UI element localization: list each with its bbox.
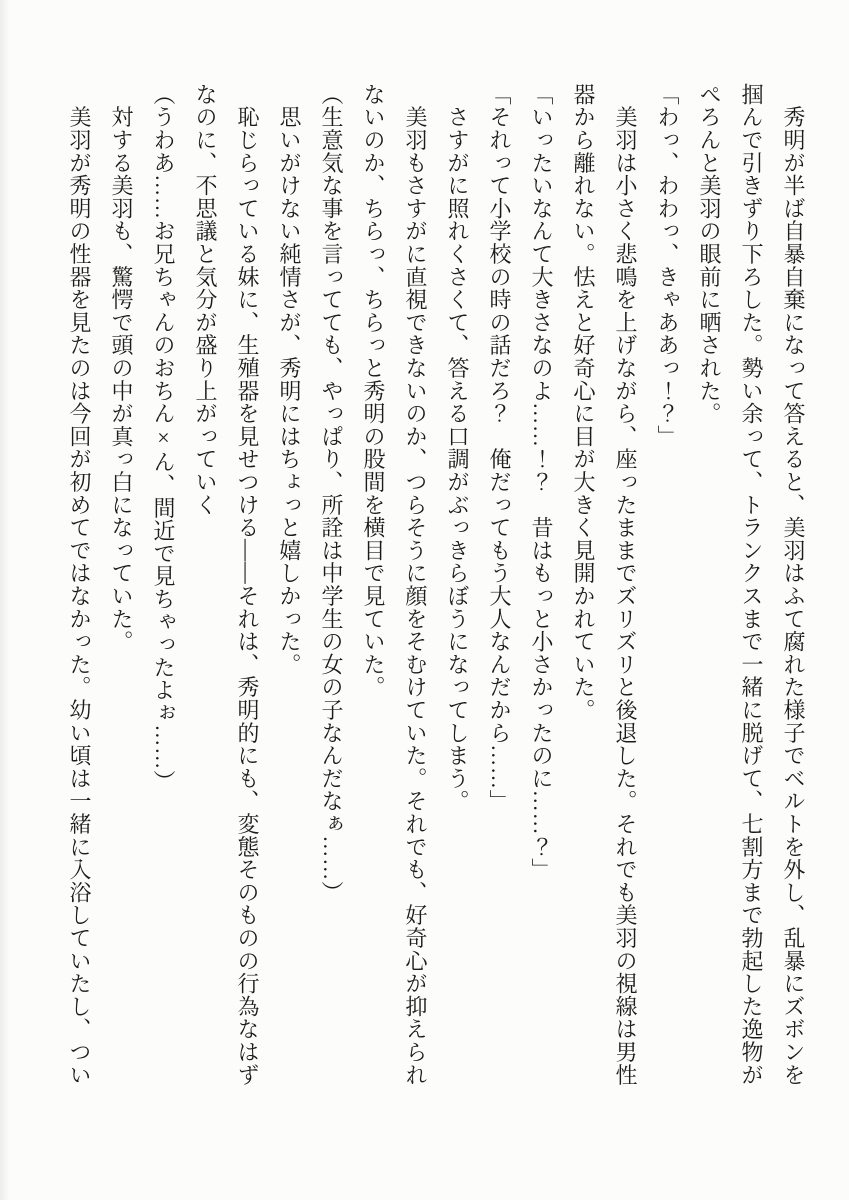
text-line: 秀明が半ば自暴自棄になって答えると、美羽はふて腐れた様子でベルトを外し、乱暴にズボンを bbox=[781, 83, 806, 1087]
text-line: 恥じらっている妹に、生殖器を見せつける――それは、秀明的にも、変態そのものの行為なはず bbox=[235, 83, 260, 1087]
scan-edge-shadow bbox=[0, 0, 10, 1200]
text-line: 対する美羽も、驚愕で頭の中が真っ白になっていた。 bbox=[109, 83, 134, 653]
text-line: 美羽は小さく悲鳴を上げながら、座ったままでズリズリと後退した。それでも美羽の視線は男性 bbox=[613, 83, 638, 1087]
text-line: 「わっ、わわっ、きゃああっ！？」 bbox=[655, 83, 680, 448]
text-line: 思いがけない純情さが、秀明にはちょっと嬉しかった。 bbox=[277, 83, 302, 676]
text-line: 美羽もさすがに直視できないのか、つらそうに顔をそむけていた。それでも、好奇心が抑えられ bbox=[403, 83, 428, 1087]
text-line: 「それって小学校の時の話だろ？ 俺だってもう大人なんだから……」 bbox=[487, 83, 512, 813]
text-line: 掴んで引きずり下ろした。勢い余って、トランクスまで一緒に脱げて、七割方まで勃起した逸物が bbox=[739, 83, 764, 1087]
text-line: さすがに照れくさくて、答える口調がぶっきらぼうになってしまう。 bbox=[445, 83, 470, 813]
text-line: 美羽が秀明の性器を見たのは今回が初めてではなかった。幼い頃は一緒に入浴していたし、つい bbox=[67, 83, 92, 1087]
text-line: （生意気な事を言ってても、やっぱり、所詮は中学生の女の子なんだなぁ……） bbox=[319, 83, 344, 904]
text-line: 器から離れない。怯えと好奇心に目が大きく見開かれていた。 bbox=[571, 83, 596, 722]
text-line: ぺろんと美羽の眼前に晒された。 bbox=[697, 83, 722, 425]
text-line: なのに、不思議と気分が盛り上がっていく bbox=[193, 83, 218, 517]
text-line: ないのか、ちらっ、ちらっと秀明の股間を横目で見ていた。 bbox=[361, 83, 386, 699]
text-line: 「いったいなんて大きさなのよ……！？ 昔はもっと小さかったのに……？」 bbox=[529, 83, 554, 881]
vertical-text-block bbox=[58, 83, 814, 1095]
text-line: （うわあ……お兄ちゃんのおちん×ん、間近で見ちゃったよぉ……） bbox=[151, 83, 176, 793]
